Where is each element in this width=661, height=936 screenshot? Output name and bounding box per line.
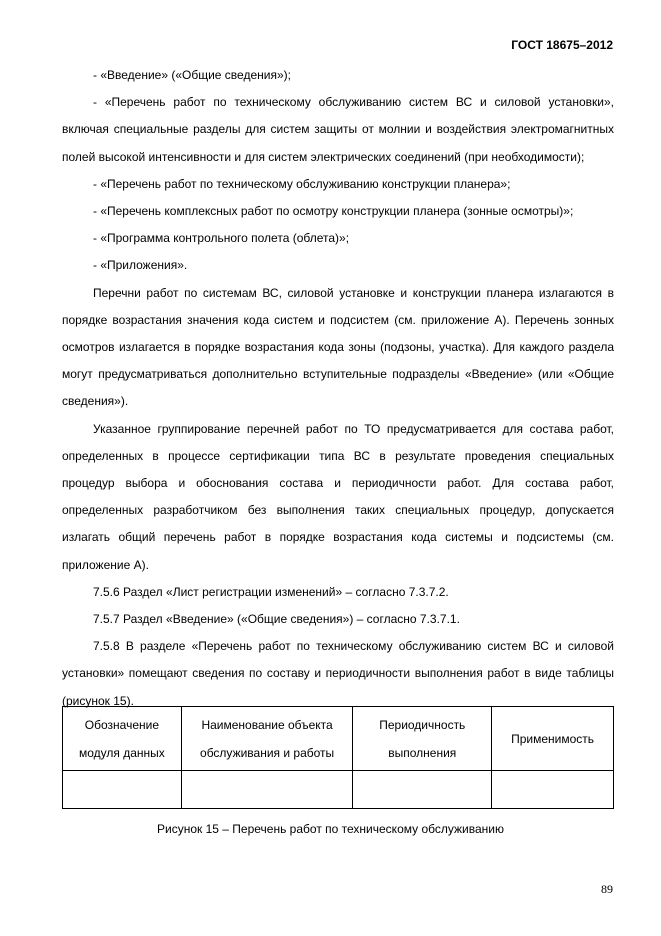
table-cell [181,771,353,809]
figure-caption: Рисунок 15 – Перечень работ по техническому обслуживанию [157,822,504,836]
table-cell [492,771,614,809]
table-row [63,771,614,809]
table-header-row [63,707,614,771]
table-cell [63,771,182,809]
header-line: Применимость [511,731,595,746]
header-line: выполнения [388,745,457,760]
paragraph: - «Программа контрольного полета (облета)»; [93,231,350,246]
paragraph: 7.5.8 В разделе «Перечень работ по техническому обслуживанию систем ВС и силовой установки» помещают сведения по составу и периодичности выполнения работ в виде таблицы (рисунок 15). [62,639,614,708]
header-cell-applicability [492,707,614,771]
paragraph: - «Перечень работ по техническому обслуживанию конструкции планера»; [93,176,511,191]
document-id: ГОСТ 18675–2012 [511,38,613,52]
paragraph: - «Перечень комплексных работ по осмотру конструкции планера (зонные осмотры)»; [93,204,574,219]
header-cell-periodicity [353,707,492,771]
paragraph: - «Приложения». [93,258,188,273]
header-line: обслуживания и работы [200,745,335,760]
page-number: 89 [601,882,613,896]
header-line: модуля данных [79,745,165,760]
paragraph: - «Перечень работ по техническому обслуживанию систем ВС и силовой установки», включая специальные разделы для систем защиты от молнии и воздействия электромагнитных полей высокой интенсивности и для систем электрических соединений (при необходимости); [62,95,614,164]
header-line: Периодичность [379,717,466,732]
paragraph: Указанное группирование перечней работ по ТО предусматривается для состава работ, определенных в процессе сертификации типа ВС в результате проведения специальных процедур выбора и обоснования состава и периодичности работ. Для состава работ, определенных разработчиком без выполнения таких специальных процедур, допускается излагать общий перечень работ в порядке возрастания кода системы и подсистемы (см. приложение А). [62,421,614,572]
maintenance-table [62,706,614,809]
header-cell-module [63,707,182,771]
paragraph: - «Введение» («Общие сведения»); [93,68,291,82]
body-text [62,62,614,715]
paragraph: 7.5.6 Раздел «Лист регистрации изменений» – согласно 7.3.7.2. [93,584,449,599]
header-line: Обозначение [84,717,159,732]
header-line: Наименование объекта [201,717,333,732]
header-cell-object [181,707,353,771]
paragraph: Перечни работ по системам ВС, силовой установке и конструкции планера излагаются в порядке возрастания значения кода систем и подсистем (см. приложение А). Перечень зонных осмотров излагается в порядке возрастания кода зоны (подзоны, участка). Для каждого раздела могут предусматриваться дополнительно вступительные подразделы «Введение» (или «Общие сведения»). [62,285,614,409]
paragraph: 7.5.7 Раздел «Введение» («Общие сведения») – согласно 7.3.7.1. [93,612,460,627]
table-cell [353,771,492,809]
